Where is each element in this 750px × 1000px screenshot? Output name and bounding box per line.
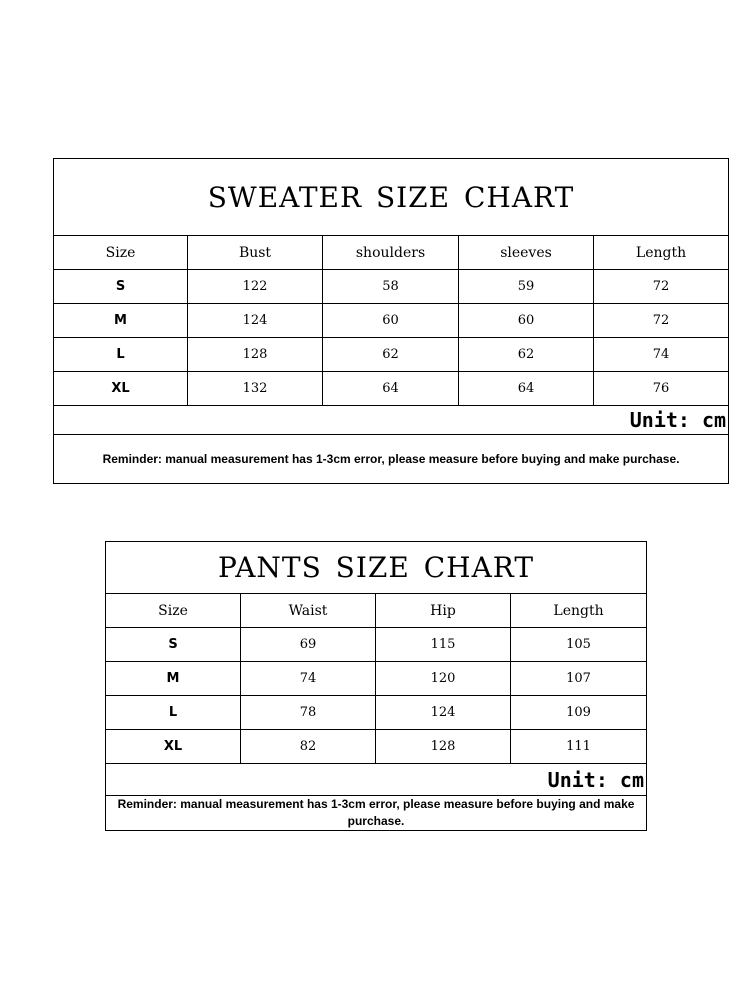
table-row bbox=[106, 628, 647, 662]
column-header-size: Size bbox=[54, 236, 188, 270]
pants-size-chart bbox=[105, 541, 647, 831]
table-row bbox=[54, 372, 729, 406]
value-cell: 109 bbox=[511, 696, 647, 730]
value-cell: 72 bbox=[594, 270, 729, 304]
size-cell: M bbox=[54, 304, 188, 338]
size-cell: XL bbox=[54, 372, 188, 406]
size-cell: XL bbox=[106, 730, 241, 764]
column-header-length: Length bbox=[594, 236, 729, 270]
value-cell: 115 bbox=[376, 628, 511, 662]
value-cell: 76 bbox=[594, 372, 729, 406]
value-cell: 107 bbox=[511, 662, 647, 696]
table-row bbox=[106, 730, 647, 764]
value-cell: 62 bbox=[459, 338, 594, 372]
value-cell: 128 bbox=[376, 730, 511, 764]
column-header-size: Size bbox=[106, 594, 241, 628]
value-cell: 64 bbox=[459, 372, 594, 406]
value-cell: 111 bbox=[511, 730, 647, 764]
size-cell: S bbox=[106, 628, 241, 662]
value-cell: 120 bbox=[376, 662, 511, 696]
sweater-chart-title: SWEATER SIZE CHART bbox=[54, 159, 729, 236]
sweater-header-row bbox=[54, 236, 729, 270]
value-cell: 60 bbox=[323, 304, 459, 338]
size-cell: S bbox=[54, 270, 188, 304]
value-cell: 69 bbox=[241, 628, 376, 662]
pants-header-row bbox=[106, 594, 647, 628]
column-header-shoulders: shoulders bbox=[323, 236, 459, 270]
value-cell: 128 bbox=[188, 338, 323, 372]
table-row bbox=[106, 662, 647, 696]
value-cell: 124 bbox=[188, 304, 323, 338]
size-cell: L bbox=[106, 696, 241, 730]
value-cell: 58 bbox=[323, 270, 459, 304]
value-cell: 59 bbox=[459, 270, 594, 304]
value-cell: 124 bbox=[376, 696, 511, 730]
column-header-sleeves: sleeves bbox=[459, 236, 594, 270]
column-header-length: Length bbox=[511, 594, 647, 628]
unit-label: Unit: cm bbox=[106, 764, 647, 796]
reminder-note: Reminder: manual measurement has 1-3cm error, please measure before buying and make purchase. bbox=[54, 435, 729, 484]
column-header-hip: Hip bbox=[376, 594, 511, 628]
size-cell: L bbox=[54, 338, 188, 372]
table-row bbox=[106, 696, 647, 730]
column-header-bust: Bust bbox=[188, 236, 323, 270]
value-cell: 82 bbox=[241, 730, 376, 764]
pants-chart-title: PANTS SIZE CHART bbox=[106, 542, 647, 594]
value-cell: 74 bbox=[594, 338, 729, 372]
value-cell: 78 bbox=[241, 696, 376, 730]
table-row bbox=[54, 270, 729, 304]
reminder-note: Reminder: manual measurement has 1-3cm error, please measure before buying and make purchase. bbox=[106, 796, 647, 831]
value-cell: 122 bbox=[188, 270, 323, 304]
value-cell: 62 bbox=[323, 338, 459, 372]
value-cell: 72 bbox=[594, 304, 729, 338]
column-header-waist: Waist bbox=[241, 594, 376, 628]
table-row bbox=[54, 338, 729, 372]
value-cell: 105 bbox=[511, 628, 647, 662]
value-cell: 74 bbox=[241, 662, 376, 696]
value-cell: 64 bbox=[323, 372, 459, 406]
unit-label: Unit: cm bbox=[54, 406, 729, 435]
value-cell: 132 bbox=[188, 372, 323, 406]
sweater-size-chart bbox=[53, 158, 729, 484]
size-cell: M bbox=[106, 662, 241, 696]
value-cell: 60 bbox=[459, 304, 594, 338]
table-row bbox=[54, 304, 729, 338]
